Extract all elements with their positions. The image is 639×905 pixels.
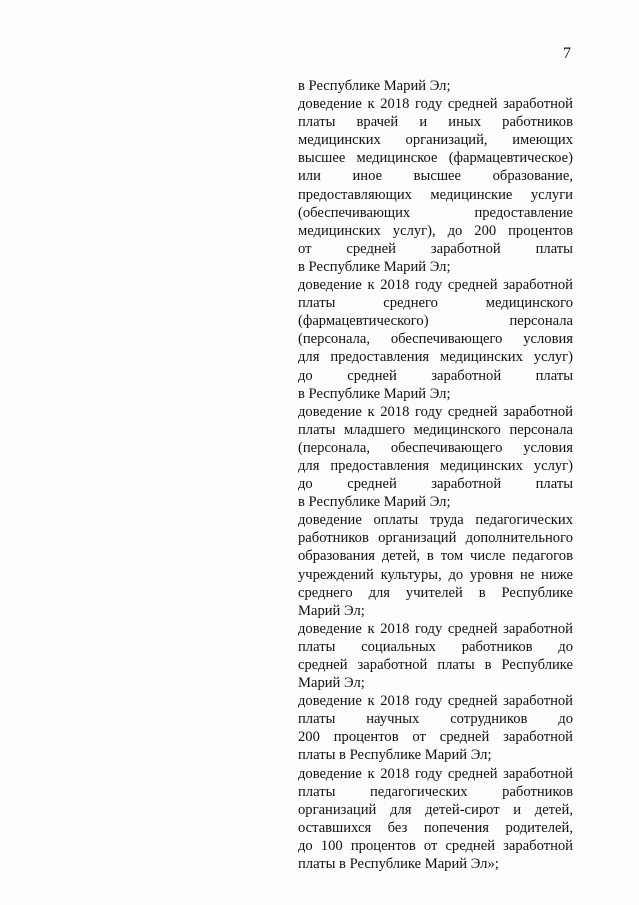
text-line: (фармацевтического) персонала [298, 313, 573, 330]
text-line: платы в Республике Марий Эл; [298, 747, 492, 764]
text-line: доведение к 2018 году средней заработной [298, 693, 573, 710]
text-line: доведение к 2018 году средней заработной [298, 620, 573, 637]
text-line: высшее медицинское (фармацевтическое) [298, 150, 573, 167]
text-line: для предоставления медицинских услуг) [298, 457, 573, 474]
text-line: образования детей, в том числе педагогов [298, 548, 573, 565]
text-line: 200 процентов от средней заработной [298, 729, 573, 746]
text-line: учреждений культуры, до уровня не ниже [298, 566, 573, 583]
text-line: медицинских услуг), до 200 процентов [298, 222, 573, 239]
text-line: (персонала, обеспечивающего условия [298, 331, 573, 348]
text-line: до 100 процентов от средней заработной [298, 837, 573, 854]
text-line: доведение к 2018 году средней заработной [298, 403, 573, 420]
text-line: (обеспечивающих предоставление [298, 204, 573, 221]
page-number: 7 [563, 45, 571, 62]
text-line: в Республике Марий Эл; [298, 385, 451, 402]
text-line: (персонала, обеспечивающего условия [298, 439, 573, 456]
text-line: платы научных сотрудников до [298, 711, 573, 728]
text-line: или иное высшее образование, [298, 168, 573, 185]
text-line: Марий Эл; [298, 675, 365, 692]
text-line: в Республике Марий Эл; [298, 258, 451, 275]
text-line: платы врачей и иных работников [298, 114, 573, 131]
text-line: в Республике Марий Эл; [298, 78, 451, 94]
text-line: в Республике Марий Эл; [298, 494, 451, 511]
text-line: доведение к 2018 году средней заработной [298, 765, 573, 782]
text-line: от средней заработной платы [298, 240, 573, 257]
text-line: медицинских организаций, имеющих [298, 132, 573, 149]
text-line: предоставляющих медицинские услуги [298, 186, 573, 203]
text-line: среднего для учителей в Республике [298, 584, 573, 601]
text-line: организаций для детей-сирот и детей, [298, 801, 573, 818]
text-line: средней заработной платы в Республике [298, 657, 573, 673]
text-line: платы в Республике Марий Эл»; [298, 856, 499, 873]
text-line: до средней заработной платы [298, 476, 573, 493]
text-line: платы педагогических работников [298, 783, 573, 800]
text-line: для предоставления медицинских услуг) [298, 349, 573, 366]
text-line: Марий Эл; [298, 602, 365, 619]
text-line: платы социальных работников до [298, 638, 573, 655]
text-line: платы среднего медицинского [298, 295, 573, 312]
text-line: доведение к 2018 году средней заработной [298, 96, 573, 113]
body-text-column [298, 77, 573, 873]
text-line: оставшихся без попечения родителей, [298, 819, 573, 836]
text-line: до средней заработной платы [298, 367, 573, 384]
text-line: платы младшего медицинского персонала [298, 421, 573, 438]
text-line: доведение к 2018 году средней заработной [298, 277, 573, 294]
text-line: доведение оплаты труда педагогических [298, 512, 573, 529]
text-line: работников организаций дополнительного [298, 530, 573, 547]
